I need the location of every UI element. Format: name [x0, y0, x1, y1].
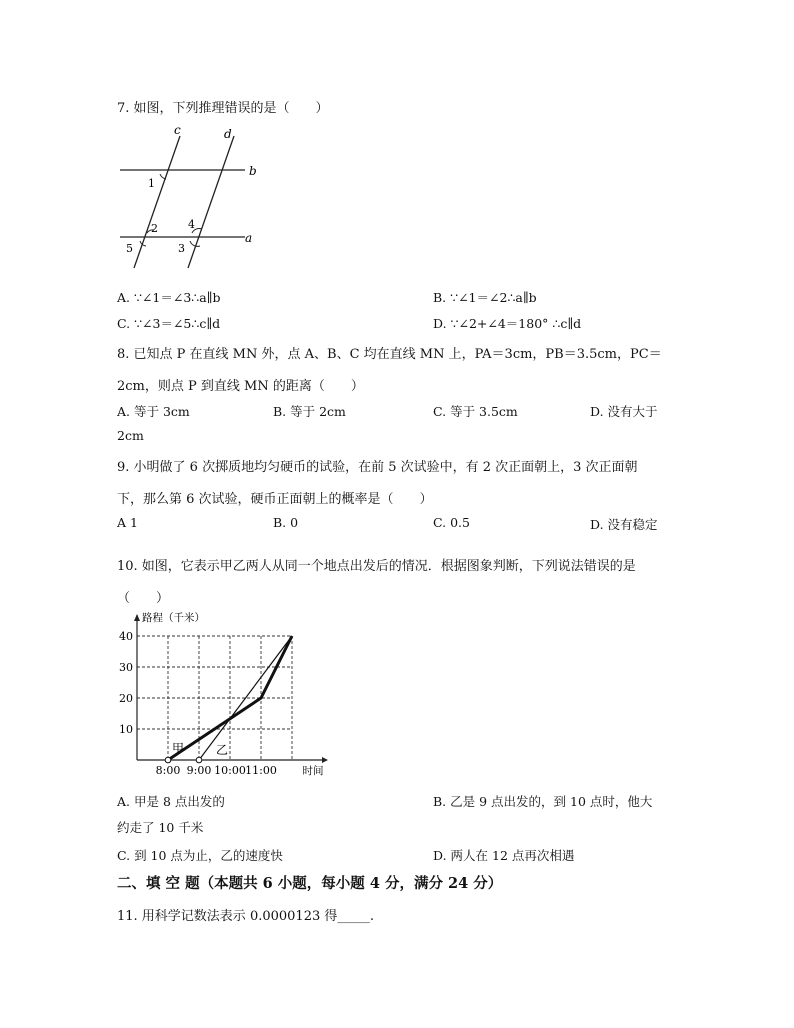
q7-figure [110, 122, 270, 282]
q9-option-a: A 1 [117, 515, 138, 530]
start-point [196, 757, 202, 763]
label-angle5: 5 [126, 242, 133, 255]
q7-stem: 7. 如图，下列推理错误的是（ ） [117, 101, 329, 116]
q9-option-d: D. 没有稳定 [590, 517, 658, 532]
q8-option-a: A. 等于 3cm [117, 404, 190, 419]
label-a: a [245, 231, 253, 245]
q7-option-b: B. ∵∠1＝∠2∴a∥b [433, 290, 537, 305]
label-angle2: 2 [151, 222, 158, 235]
q7-option-a: A. ∵∠1＝∠3∴a∥b [117, 290, 221, 305]
y-tick-label: 40 [119, 630, 133, 643]
q9-stem-line1: 9. 小明做了 6 次掷质地均匀硬币的试验，在前 5 次试验中，有 2 次正面朝上，3 次正面朝 [117, 460, 638, 475]
q10-option-b-cont: 约走了 10 千米 [117, 820, 204, 835]
series-label-yi: 乙 [216, 742, 229, 757]
q7-option-d: D. ∵∠2+∠4＝180° ∴c∥d [433, 316, 582, 331]
y-axis-label: 路程（千米） [142, 612, 205, 624]
q10-option-c: C. 到 10 点为止，乙的速度快 [117, 848, 283, 863]
q9-stem-line2: 下，那么第 6 次试验，硬币正面朝上的概率是（ ） [117, 492, 433, 507]
start-point [165, 757, 171, 763]
y-axis-arrow [134, 614, 140, 621]
y-tick-label: 10 [119, 723, 133, 736]
q8-option-b: B. 等于 2cm [273, 404, 346, 419]
x-axis-arrow [322, 757, 328, 763]
q11-stem: 11. 用科学记数法表示 0.0000123 得_____. [117, 909, 375, 924]
x-tick-label: 11:00 [245, 764, 277, 777]
line-c [134, 136, 180, 268]
q8-option-d: D. 没有大于 [590, 404, 658, 419]
q8-option-d-cont: 2cm [117, 428, 144, 443]
q10-option-a: A. 甲是 8 点出发的 [117, 794, 225, 809]
chart-series [165, 636, 292, 763]
q10-option-d: D. 两人在 12 点再次相遇 [433, 848, 575, 863]
label-angle3: 3 [178, 242, 185, 255]
q7-option-c: C. ∵∠3＝∠5∴c∥d [117, 316, 221, 331]
series-label-jia: 甲 [172, 741, 185, 756]
q10-stem-line1: 10. 如图，它表示甲乙两人从同一个地点出发后的情况．根据图象判断，下列说法错误的是 [117, 559, 636, 574]
q10-stem-line2: （ ） [117, 591, 170, 606]
label-b: b [249, 164, 257, 178]
chart-grid [137, 636, 292, 760]
q10-option-b: B. 乙是 9 点出发的，到 10 点时，他大 [433, 794, 653, 809]
line-d [188, 136, 234, 268]
x-tick-label: 10:00 [214, 764, 246, 777]
y-tick-label: 30 [119, 661, 133, 674]
label-d: d [224, 127, 232, 141]
label-angle4: 4 [188, 218, 195, 231]
q8-stem-line2: 2cm，则点 P 到直线 MN 的距离（ ） [117, 379, 364, 394]
q9-option-b: B. 0 [273, 515, 299, 530]
angle3-arc [190, 241, 200, 246]
section2-heading: 二、填 空 题（本题共 6 小题，每小题 4 分，满分 24 分） [117, 875, 503, 892]
q8-stem-line1: 8. 已知点 P 在直线 MN 外，点 A、B、C 均在直线 MN 上，PA＝3cm，PB＝3.5cm，PC＝ [117, 347, 662, 362]
x-tick-label: 9:00 [186, 764, 212, 777]
q9-option-c: C. 0.5 [433, 515, 470, 530]
y-tick-label: 20 [119, 692, 133, 705]
label-c: c [174, 123, 181, 137]
x-tick-label: 8:00 [155, 764, 181, 777]
q10-chart [110, 605, 340, 785]
x-axis-label: 时间 [302, 765, 324, 777]
q8-option-c: C. 等于 3.5cm [433, 404, 518, 419]
label-angle1: 1 [148, 177, 155, 190]
